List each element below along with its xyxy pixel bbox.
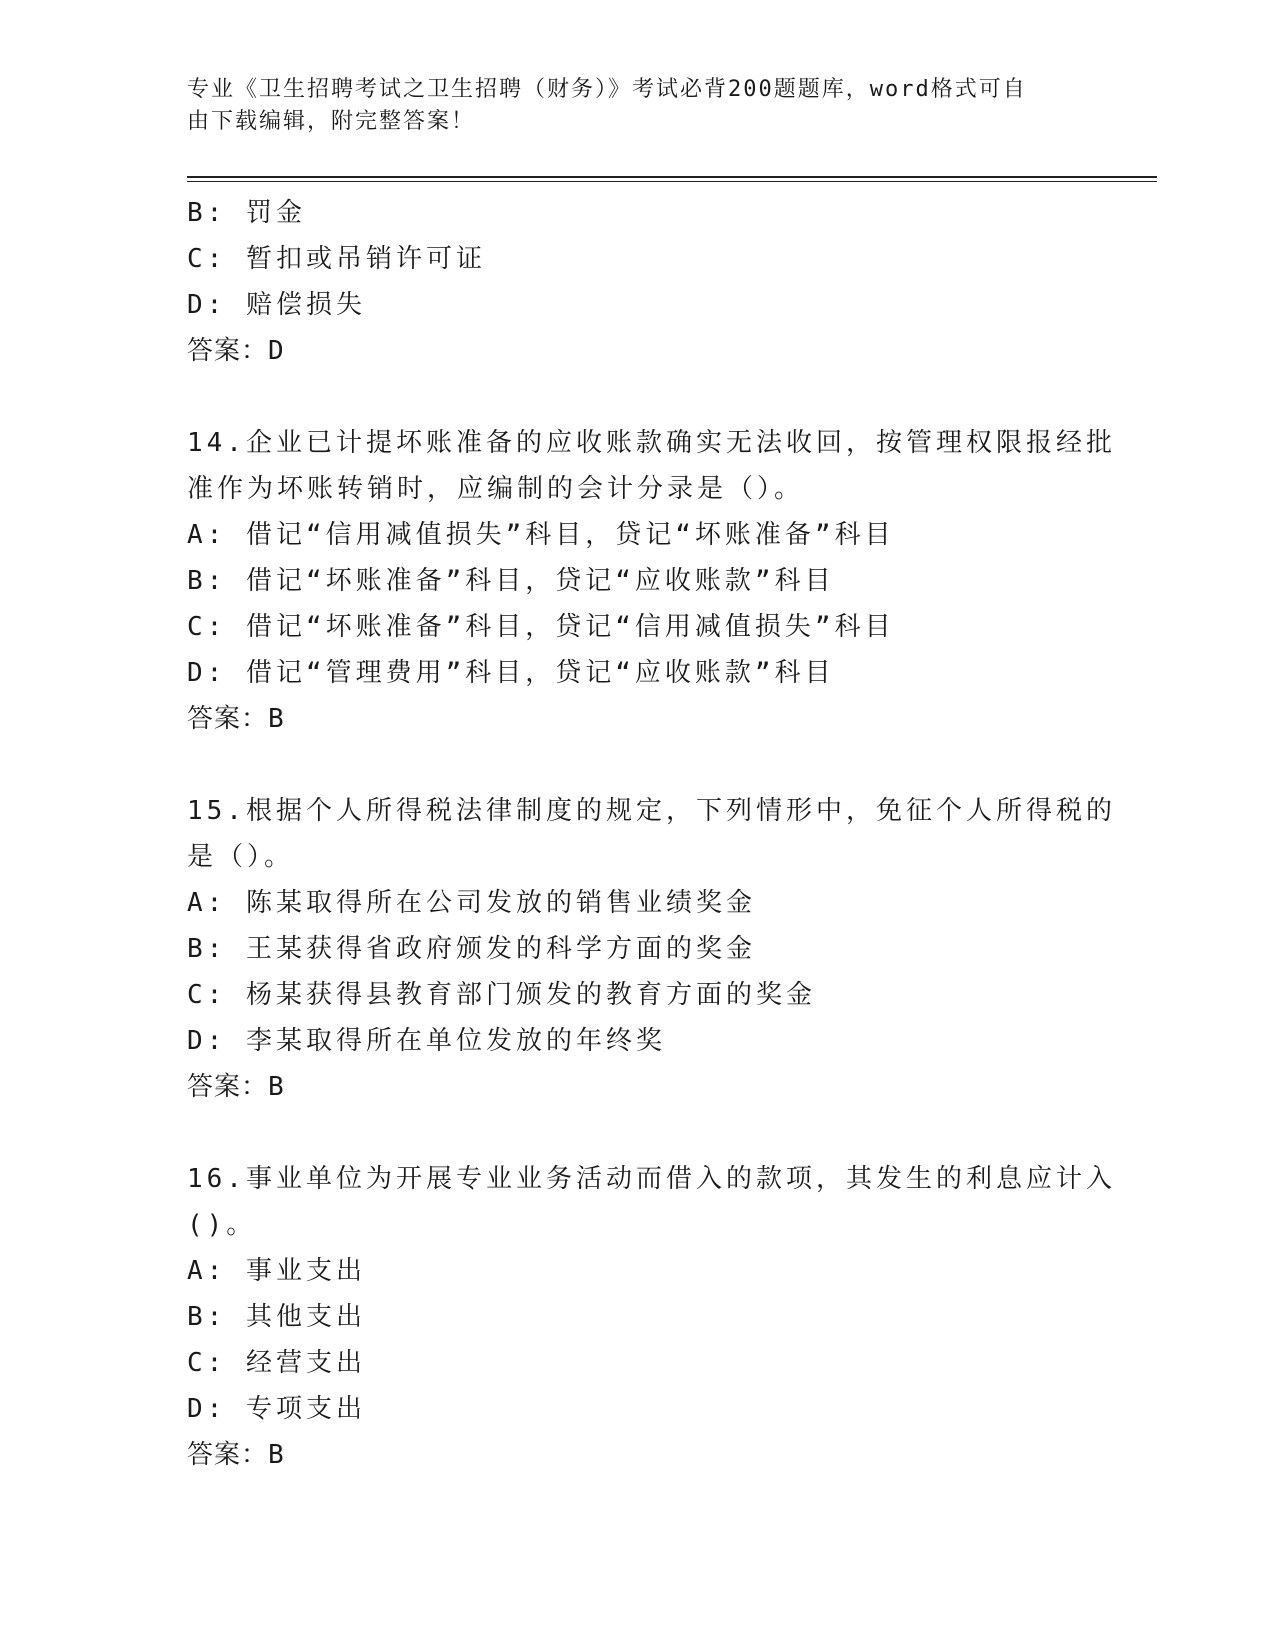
document-header — [187, 74, 1067, 138]
answer: 答案：B — [187, 1440, 285, 1470]
question-14 — [187, 420, 1127, 742]
header-line-1: 专业《卫生招聘考试之卫生招聘（财务）》考试必背200题题库，word格式可自 — [187, 77, 1027, 102]
option-c: C: 杨某获得县教育部门颁发的教育方面的奖金 — [187, 980, 816, 1010]
header-rule-thin — [187, 181, 1157, 182]
option-d: D: 借记“管理费用”科目，贷记“应收账款”科目 — [187, 658, 835, 688]
option-b: B: 王某获得省政府颁发的科学方面的奖金 — [187, 934, 756, 964]
question-stem-line-1: 15.根据个人所得税法律制度的规定，下列情形中，免征个人所得税的 — [187, 796, 1116, 826]
answer: 答案：B — [187, 1072, 285, 1102]
question-stem-line-1: 14.企业已计提坏账准备的应收账款确实无法收回，按管理权限报经批 — [187, 428, 1116, 458]
option-a: A: 事业支出 — [187, 1256, 366, 1286]
question-15 — [187, 788, 1127, 1110]
option-d: D: 赔偿损失 — [187, 290, 366, 320]
prev-question — [187, 190, 1127, 374]
question-stem-line-2: 准作为坏账转销时，应编制的会计分录是（）。 — [187, 474, 805, 504]
spacer — [187, 1110, 1127, 1156]
header-rule-thick — [187, 176, 1157, 178]
option-d: D: 李某取得所在单位发放的年终奖 — [187, 1026, 666, 1056]
question-stem-line-1: 16.事业单位为开展专业业务活动而借入的款项，其发生的利息应计入 — [187, 1164, 1116, 1194]
option-c: C: 暂扣或吊销许可证 — [187, 244, 486, 274]
option-b: B: 罚金 — [187, 198, 306, 228]
spacer — [187, 742, 1127, 788]
option-b: B: 其他支出 — [187, 1302, 366, 1332]
option-d: D: 专项支出 — [187, 1394, 366, 1424]
question-16 — [187, 1156, 1127, 1478]
header-line-2: 由下载编辑，附完整答案！ — [187, 109, 476, 134]
option-a: A: 陈某取得所在公司发放的销售业绩奖金 — [187, 888, 756, 918]
option-c: C: 经营支出 — [187, 1348, 366, 1378]
answer: 答案：D — [187, 336, 285, 366]
question-stem-line-2: ()。 — [187, 1210, 257, 1240]
question-stem-line-2: 是（）。 — [187, 842, 295, 872]
option-a: A: 借记“信用减值损失”科目，贷记“坏账准备”科目 — [187, 520, 895, 550]
question-content — [187, 190, 1127, 1478]
option-b: B: 借记“坏账准备”科目，贷记“应收账款”科目 — [187, 566, 835, 596]
option-c: C: 借记“坏账准备”科目，贷记“信用减值损失”科目 — [187, 612, 895, 642]
answer: 答案：B — [187, 704, 285, 734]
spacer — [187, 374, 1127, 420]
